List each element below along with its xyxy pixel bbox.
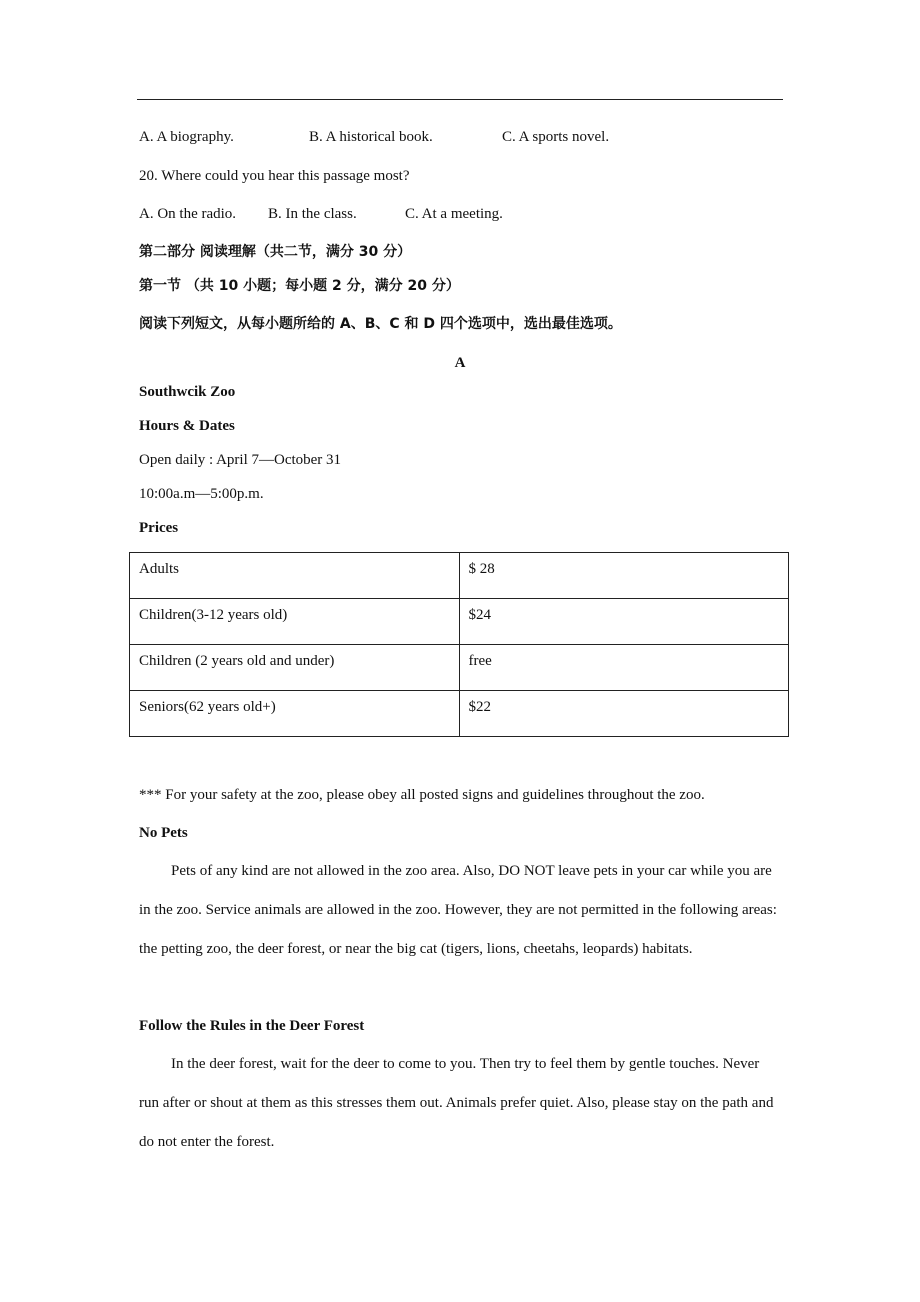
price-category: Children(3-12 years old) (130, 599, 460, 645)
price-category: Seniors(62 years old+) (130, 691, 460, 737)
table-row (130, 645, 789, 691)
q19-option-b: B. A historical book. (309, 129, 433, 145)
safety-note: *** For your safety at the zoo, please obey all posted signs and guidelines throughout the zoo. (139, 787, 705, 803)
prices-table (129, 552, 789, 737)
q20-option-c: C. At a meeting. (405, 206, 503, 222)
prices-heading: Prices (139, 520, 179, 536)
price-category: Adults (130, 553, 460, 599)
no-pets-paragraph (139, 852, 779, 969)
open-hours: 10:00a.m—5:00p.m. (139, 486, 264, 502)
deer-forest-text: In the deer forest, wait for the deer to come to you. Then try to feel them by gentle touches. Never run after or shout at them as this stresses them out. Animals prefer quiet. Also, please stay on the path and do not enter the forest. (139, 1056, 774, 1150)
price-value: $ 28 (459, 553, 789, 599)
open-dates: Open daily : April 7—October 31 (139, 452, 342, 468)
q19-option-c: C. A sports novel. (502, 129, 610, 145)
price-value: free (459, 645, 789, 691)
q20-option-a: A. On the radio. (139, 206, 237, 222)
passage-label: A (454, 355, 466, 371)
deer-forest-paragraph (139, 1045, 779, 1162)
price-category: Children (2 years old and under) (130, 645, 460, 691)
deer-forest-heading: Follow the Rules in the Deer Forest (139, 1018, 365, 1034)
reading-instruction: 阅读下列短文，从每小题所给的 A、B、C 和 D 四个选项中，选出最佳选项。 (139, 316, 622, 332)
q20-question: 20. Where could you hear this passage most? (139, 168, 410, 184)
part2-title: 第二部分 阅读理解（共二节，满分 30 分） (139, 244, 412, 260)
no-pets-heading: No Pets (139, 825, 188, 841)
hours-heading: Hours & Dates (139, 418, 235, 434)
price-value: $22 (459, 691, 789, 737)
table-row (130, 691, 789, 737)
no-pets-text: Pets of any kind are not allowed in the zoo area. Also, DO NOT leave pets in your car while you are in the zoo. Service animals are allowed in the zoo. However, they are not permitted in the following areas: the petting zoo, the deer forest, or near the big cat (tigers, lions, cheetahs, leopards) habitats. (139, 863, 777, 957)
price-value: $24 (459, 599, 789, 645)
table-row (130, 553, 789, 599)
q20-option-b: B. In the class. (268, 206, 357, 222)
top-divider (137, 99, 783, 100)
zoo-title: Southwcik Zoo (139, 384, 236, 400)
table-row (130, 599, 789, 645)
section1-title: 第一节 （共 10 小题；每小题 2 分，满分 20 分） (139, 278, 460, 294)
q19-option-a: A. A biography. (139, 129, 234, 145)
